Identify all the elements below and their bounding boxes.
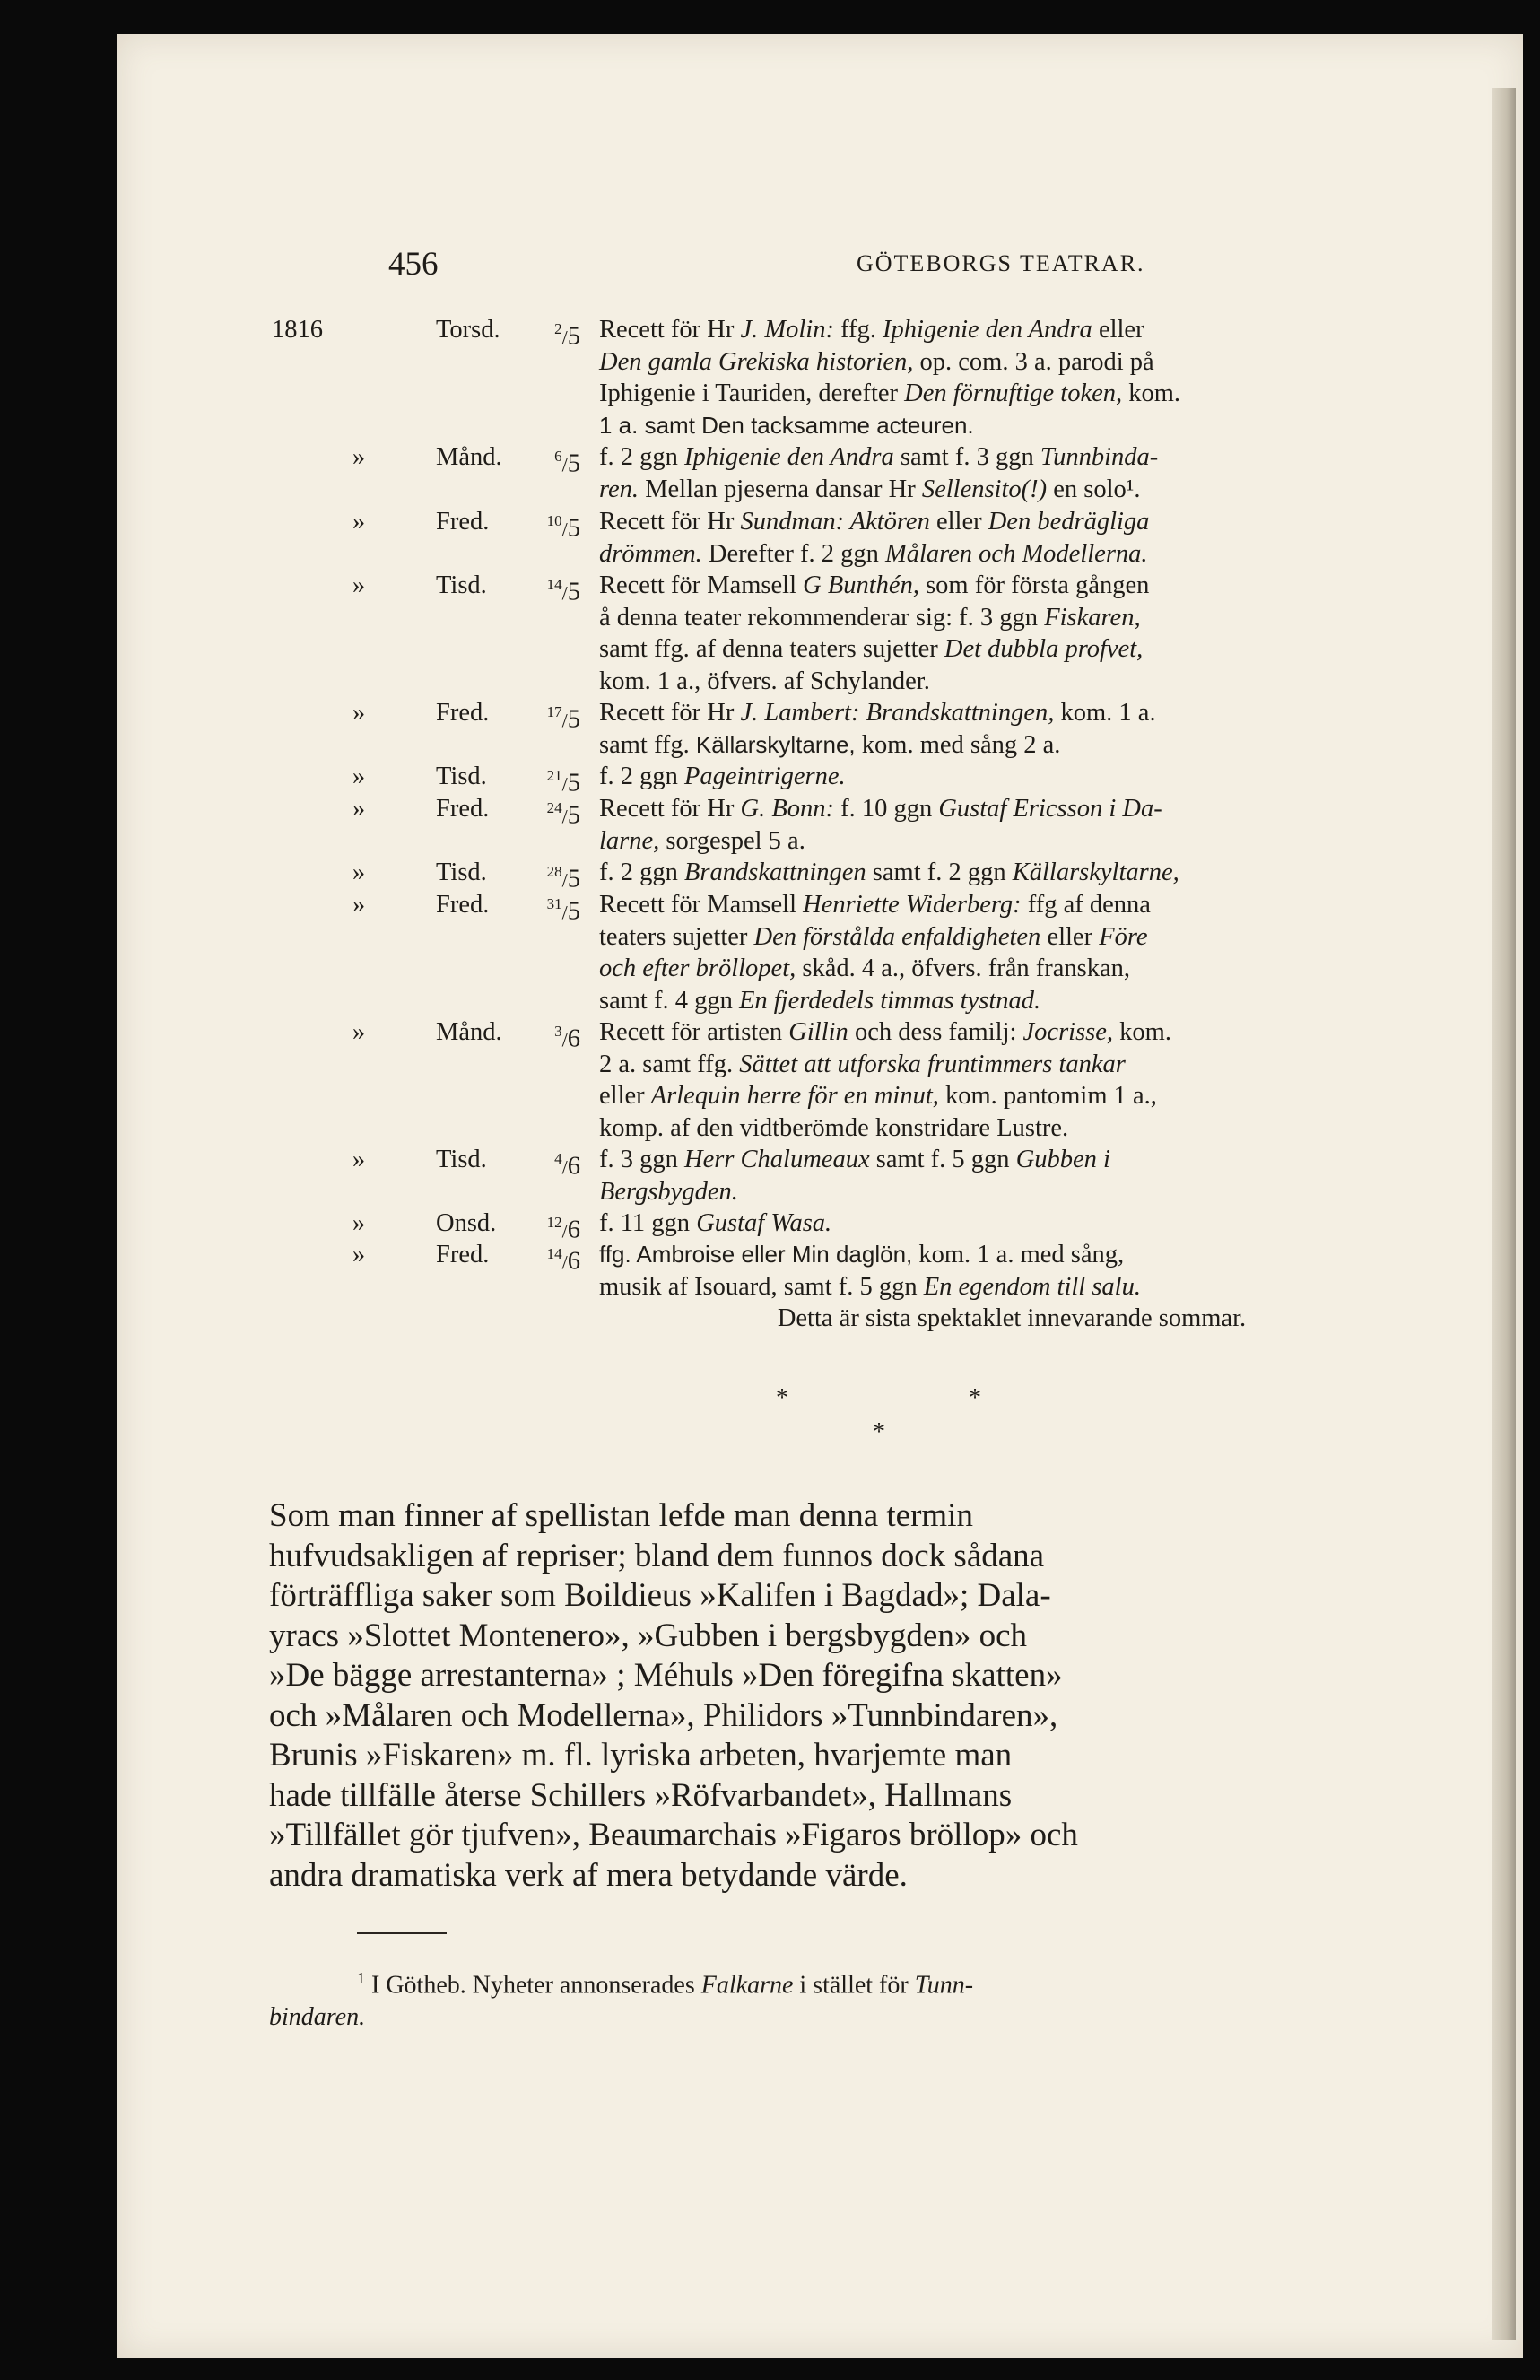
description-text: f. 10 ggn bbox=[833, 795, 939, 823]
entry-weekday: Fred. bbox=[436, 891, 490, 919]
performance-entry bbox=[269, 506, 1426, 570]
play-title: G Bunthén, bbox=[803, 571, 919, 599]
play-title: En egendom till salu. bbox=[923, 1272, 1141, 1301]
date-month: 5 bbox=[567, 865, 580, 894]
entry-weekday: Onsd. bbox=[436, 1209, 497, 1237]
date-month: 5 bbox=[567, 801, 580, 830]
description-text: Mellan pjeserna dansar Hr bbox=[639, 475, 922, 503]
body-line: andra dramatiska verk af mera betydande värde. bbox=[269, 1856, 908, 1894]
description-text: Recett för artisten bbox=[599, 1018, 789, 1046]
date-slash: / bbox=[561, 901, 568, 924]
description-text: f. 3 ggn bbox=[599, 1146, 684, 1173]
ditto-mark: » bbox=[352, 763, 366, 790]
play-title: Sellensito(!) bbox=[921, 475, 1048, 503]
description-text: kom. bbox=[1113, 1018, 1171, 1046]
performance-entry bbox=[269, 857, 1426, 894]
performance-entry bbox=[269, 570, 1426, 697]
play-title: Bergsbygden. bbox=[599, 1177, 738, 1206]
footnote-line bbox=[357, 1962, 1424, 2001]
description-line bbox=[599, 314, 1424, 346]
ditto-mark: » bbox=[352, 1146, 366, 1173]
description-text: op. com. 3 a. parodi på bbox=[913, 347, 1154, 376]
description-line bbox=[599, 538, 1424, 571]
play-title: Gustaf Wasa. bbox=[696, 1209, 832, 1237]
description-text: kom. bbox=[1122, 379, 1181, 407]
entry-weekday: Fred. bbox=[436, 699, 490, 727]
description-text: ffg. bbox=[833, 316, 883, 344]
description-text: Recett för Hr bbox=[599, 508, 741, 536]
date-month: 6 bbox=[567, 1216, 580, 1244]
description-line bbox=[599, 921, 1424, 954]
description-line bbox=[599, 378, 1424, 410]
description-text: kom. pantomim 1 a., bbox=[938, 1082, 1157, 1110]
play-title: G. Bonn: bbox=[740, 795, 834, 823]
description-line bbox=[599, 1112, 1424, 1145]
date-month: 6 bbox=[567, 1024, 580, 1053]
entry-weekday: Tisd. bbox=[436, 1146, 487, 1173]
description-text: samt f. 2 ggn bbox=[866, 859, 1013, 886]
description-line bbox=[599, 1239, 1424, 1271]
description-text: f. 2 ggn bbox=[599, 859, 684, 886]
entry-date bbox=[532, 1144, 580, 1183]
date-slash: / bbox=[561, 868, 568, 892]
page-number: 456 bbox=[388, 246, 439, 283]
performance-entry bbox=[269, 793, 1426, 857]
date-month: 6 bbox=[567, 1152, 580, 1181]
description-text: å denna teater rekommenderar sig: f. 3 ggn bbox=[599, 603, 1045, 632]
separator-star: * bbox=[776, 1384, 788, 1412]
description-text: teaters sujetter bbox=[599, 922, 754, 951]
description-line bbox=[599, 570, 1424, 602]
description-text: f. 11 ggn bbox=[599, 1209, 697, 1237]
play-title: larne, bbox=[599, 826, 660, 855]
date-month: 5 bbox=[567, 705, 580, 734]
description-text: som för första gången bbox=[918, 571, 1150, 599]
description-line bbox=[599, 729, 1424, 762]
ditto-mark: » bbox=[352, 795, 366, 823]
description-line bbox=[599, 1207, 1424, 1240]
play-title: Gubben i bbox=[1015, 1146, 1110, 1173]
description-text: ffg af denna bbox=[1021, 891, 1151, 919]
performance-entry bbox=[269, 441, 1426, 505]
description-line bbox=[599, 825, 1424, 858]
entry-weekday: Tisd. bbox=[436, 859, 487, 886]
entry-weekday: Torsd. bbox=[436, 316, 500, 344]
description-text: eller bbox=[1092, 316, 1144, 344]
description-text: eller bbox=[1040, 922, 1100, 951]
date-month: 5 bbox=[567, 578, 580, 606]
entry-year: 1816 bbox=[272, 316, 323, 344]
running-title: GÖTEBORGS TEATRAR. bbox=[857, 250, 1145, 276]
ditto-mark: » bbox=[352, 699, 366, 727]
performance-entry bbox=[269, 761, 1426, 798]
ditto-mark: » bbox=[352, 443, 366, 471]
description-text: sorgespel 5 a. bbox=[659, 826, 805, 855]
date-slash: / bbox=[561, 581, 568, 605]
ditto-mark: » bbox=[352, 508, 366, 536]
date-day: 14 bbox=[546, 576, 562, 593]
entry-weekday: Fred. bbox=[436, 508, 490, 536]
description-line bbox=[599, 1303, 1424, 1335]
description-text: eller bbox=[599, 1082, 651, 1110]
play-title: Den bedrägliga bbox=[988, 508, 1150, 536]
performance-entry bbox=[269, 1239, 1426, 1335]
ditto-mark: » bbox=[352, 1209, 366, 1237]
performance-entry bbox=[269, 1207, 1426, 1244]
performance-entry bbox=[269, 314, 1426, 441]
description-text: komp. af den vidtberömde konstridare Lustre. bbox=[599, 1113, 1069, 1142]
description-text: f. 2 ggn bbox=[599, 763, 684, 790]
play-title: Iphigenie den Andra bbox=[883, 316, 1092, 344]
play-title: Målaren och Modellerna. bbox=[884, 539, 1148, 568]
entry-date bbox=[532, 570, 580, 609]
entry-description bbox=[599, 1016, 1424, 1144]
description-text: Recett för Mamsell bbox=[599, 571, 804, 599]
play-title: ren. bbox=[599, 475, 639, 503]
body-line: Brunis »Fiskaren» m. fl. lyriska arbeten, hvarjemte man bbox=[269, 1737, 1013, 1774]
description-line bbox=[599, 857, 1424, 889]
date-day: 24 bbox=[546, 799, 562, 816]
description-text: Recett för Hr bbox=[599, 316, 741, 344]
description-text: ffg. Ambroise eller Min daglön, bbox=[599, 1241, 913, 1268]
entry-description bbox=[599, 506, 1424, 570]
description-line bbox=[599, 633, 1424, 666]
play-title: Arlequin herre för en minut, bbox=[650, 1082, 939, 1110]
description-line bbox=[599, 1016, 1424, 1049]
page-edge bbox=[1492, 88, 1516, 2340]
entry-description bbox=[599, 857, 1424, 889]
entry-weekday: Månd. bbox=[436, 1018, 502, 1046]
entry-description bbox=[599, 761, 1424, 793]
entry-date bbox=[532, 314, 580, 353]
play-title: Sättet att utforska fruntimmers tankar bbox=[739, 1050, 1126, 1078]
date-slash: / bbox=[561, 1155, 568, 1179]
date-day: 21 bbox=[546, 767, 562, 784]
description-line bbox=[599, 346, 1424, 379]
play-title: J. Molin: bbox=[740, 316, 834, 344]
description-text: samt ffg. bbox=[599, 730, 696, 759]
date-month: 5 bbox=[567, 514, 580, 543]
date-slash: / bbox=[561, 772, 568, 796]
description-text: musik af Isouard, samt f. 5 ggn bbox=[599, 1272, 924, 1301]
play-title: En fjerdedels timmas tystnad. bbox=[738, 986, 1041, 1015]
date-slash: / bbox=[561, 1028, 568, 1051]
description-line bbox=[599, 793, 1424, 825]
description-text: Derefter f. 2 ggn bbox=[701, 539, 885, 568]
entry-description bbox=[599, 1207, 1424, 1240]
performance-entry bbox=[269, 1016, 1426, 1144]
body-line: och »Målaren och Modellerna», Philidors »Tunnbindaren», bbox=[269, 1696, 1058, 1734]
play-title: Tunnbinda- bbox=[1040, 443, 1159, 471]
body-line: »De bägge arrestanterna» ; Méhuls »Den föregifna skatten» bbox=[269, 1657, 1063, 1694]
date-month: 5 bbox=[567, 322, 580, 351]
description-line bbox=[599, 474, 1424, 506]
description-line bbox=[599, 1049, 1424, 1081]
description-line bbox=[599, 1144, 1424, 1176]
play-title: Pageintrigerne. bbox=[684, 763, 846, 790]
footnote-marker: 1 bbox=[357, 1969, 365, 1987]
entry-weekday: Fred. bbox=[436, 1241, 490, 1268]
body-line: yracs »Slottet Montenero», »Gubben i bergsbygden» och bbox=[269, 1617, 1028, 1654]
body-line: »Tillfället gör tjufven», Beaumarchais »Figaros bröllop» och bbox=[269, 1817, 1078, 1853]
entry-weekday: Fred. bbox=[436, 795, 490, 823]
play-title: Källarskyltarne, bbox=[1012, 859, 1179, 886]
date-day: 14 bbox=[546, 1245, 562, 1262]
footnote-rule bbox=[357, 1932, 447, 1934]
page-header bbox=[269, 245, 1426, 290]
date-day: 28 bbox=[546, 863, 562, 880]
description-line bbox=[599, 889, 1424, 921]
body-line: hade tillfälle återse Schillers »Röfvarbandet», Hallmans bbox=[269, 1776, 1013, 1814]
entry-date bbox=[532, 889, 580, 928]
date-slash: / bbox=[561, 709, 568, 732]
body-paragraph bbox=[269, 1496, 1426, 1896]
description-text: f. 2 ggn bbox=[599, 443, 684, 471]
play-title: Sundman: Aktören bbox=[740, 508, 930, 536]
description-text: kom. 1 a., öfvers. af Schylander. bbox=[599, 667, 930, 695]
date-month: 5 bbox=[567, 449, 580, 478]
description-text: kom. 1 a. med sång, bbox=[912, 1241, 1125, 1268]
section-separator bbox=[269, 1384, 1426, 1447]
description-text: 2 a. samt ffg. bbox=[599, 1050, 740, 1078]
body-line: hufvudsakligen af repriser; bland dem funnos dock sådana bbox=[269, 1537, 1045, 1574]
description-line bbox=[599, 410, 1424, 442]
date-slash: / bbox=[561, 326, 568, 349]
description-line bbox=[599, 697, 1424, 729]
performance-entry bbox=[269, 889, 1426, 1016]
play-title: Jocrisse, bbox=[1022, 1018, 1114, 1046]
date-day: 6 bbox=[554, 448, 562, 465]
description-text: kom. 1 a. bbox=[1054, 699, 1156, 727]
description-text: Recett för Mamsell bbox=[599, 891, 804, 919]
play-title: Fiskaren, bbox=[1044, 603, 1141, 632]
date-slash: / bbox=[561, 1219, 568, 1242]
body-line: förträffliga saker som Boildieus »Kalifen i Bagdad»; Dala- bbox=[269, 1577, 1051, 1614]
ditto-mark: » bbox=[352, 891, 366, 919]
ditto-mark: » bbox=[352, 1241, 366, 1268]
footnote-title: Tunn- bbox=[914, 1971, 974, 2000]
description-line bbox=[599, 985, 1424, 1017]
description-line bbox=[599, 1271, 1424, 1303]
body-line: Som man finner af spellistan lefde man denna termin bbox=[269, 1497, 973, 1534]
entry-description bbox=[599, 889, 1424, 1016]
description-text: Recett för Hr bbox=[599, 699, 741, 727]
footnote-line: bindaren. bbox=[269, 2003, 366, 2032]
footnote-text: i stället för bbox=[793, 1971, 915, 2000]
description-line bbox=[599, 953, 1424, 985]
entry-date bbox=[532, 793, 580, 833]
description-line bbox=[599, 506, 1424, 538]
play-title: J. Lambert: Brandskattningen, bbox=[740, 699, 1055, 727]
entry-description bbox=[599, 697, 1424, 761]
entry-weekday: Tisd. bbox=[436, 763, 487, 790]
entry-date bbox=[532, 506, 580, 545]
play-title: Gustaf Ericsson i Da- bbox=[938, 795, 1162, 823]
entry-date bbox=[532, 697, 580, 737]
play-title: Den förnuftige token, bbox=[904, 379, 1123, 407]
play-title: Före bbox=[1099, 922, 1148, 951]
description-text: en solo¹. bbox=[1047, 475, 1141, 503]
date-slash: / bbox=[561, 805, 568, 828]
entry-weekday: Tisd. bbox=[436, 571, 487, 599]
date-month: 6 bbox=[567, 1247, 580, 1276]
entry-description bbox=[599, 570, 1424, 697]
description-text: Recett för Hr bbox=[599, 795, 741, 823]
description-text: samt f. 4 ggn bbox=[599, 986, 739, 1015]
entry-date bbox=[532, 441, 580, 481]
entry-description bbox=[599, 793, 1424, 857]
date-slash: / bbox=[561, 1251, 568, 1274]
description-text: samt f. 3 ggn bbox=[893, 443, 1040, 471]
footnote-text: I Götheb. Nyheter annonserades bbox=[365, 1971, 701, 2000]
play-title: drömmen. bbox=[599, 539, 702, 568]
date-slash: / bbox=[561, 518, 568, 541]
footnote-title: Falkarne bbox=[700, 1971, 794, 2000]
play-title: Henriette Widerberg: bbox=[803, 891, 1022, 919]
play-title: Den förstålda enfaldigheten bbox=[753, 922, 1041, 951]
entry-description bbox=[599, 1144, 1424, 1207]
play-title: Brandskattningen bbox=[684, 859, 866, 886]
date-month: 5 bbox=[567, 897, 580, 926]
entry-date bbox=[532, 1016, 580, 1056]
entry-weekday: Månd. bbox=[436, 443, 502, 471]
entry-date bbox=[532, 1239, 580, 1278]
description-line bbox=[599, 666, 1424, 698]
description-text: och dess familj: bbox=[848, 1018, 1023, 1046]
description-text: Iphigenie i Tauriden, derefter bbox=[599, 379, 905, 407]
performance-entry bbox=[269, 697, 1426, 761]
play-title: Det dubbla profvet, bbox=[944, 635, 1144, 663]
date-day: 4 bbox=[554, 1150, 562, 1167]
description-text: Källarskyltarne, bbox=[695, 730, 856, 758]
date-day: 31 bbox=[546, 895, 562, 912]
separator-star: * bbox=[969, 1384, 981, 1412]
ditto-mark: » bbox=[352, 1018, 366, 1046]
ditto-mark: » bbox=[352, 859, 366, 886]
separator-star: * bbox=[873, 1418, 885, 1446]
description-text: 1 a. samt Den tacksamme acteuren. bbox=[599, 411, 974, 439]
play-title: Herr Chalumeaux bbox=[684, 1146, 870, 1173]
description-line bbox=[599, 761, 1424, 793]
description-text: kom. med sång 2 a. bbox=[855, 730, 1061, 759]
play-title: Gillin bbox=[788, 1018, 848, 1046]
date-day: 12 bbox=[546, 1214, 562, 1231]
description-text: skåd. 4 a., öfvers. från franskan, bbox=[796, 955, 1130, 982]
date-slash: / bbox=[561, 453, 568, 476]
footnote bbox=[269, 1962, 1424, 2034]
description-line bbox=[599, 602, 1424, 634]
description-line bbox=[599, 1080, 1424, 1112]
date-day: 3 bbox=[554, 1023, 562, 1040]
play-title: och efter bröllopet, bbox=[599, 955, 796, 982]
description-line bbox=[599, 441, 1424, 474]
entry-description bbox=[599, 314, 1424, 441]
date-day: 2 bbox=[554, 320, 562, 337]
description-text: samt ffg. af denna teaters sujetter bbox=[599, 635, 944, 663]
description-line bbox=[599, 1176, 1424, 1208]
entry-description bbox=[599, 441, 1424, 505]
performance-entry bbox=[269, 1144, 1426, 1207]
date-day: 10 bbox=[546, 512, 562, 529]
date-day: 17 bbox=[546, 703, 562, 720]
ditto-mark: » bbox=[352, 571, 366, 599]
description-text: Detta är sista spektaklet innevarande sommar. bbox=[777, 1304, 1247, 1332]
description-text: samt f. 5 ggn bbox=[869, 1146, 1016, 1173]
play-title: Den gamla Grekiska historien, bbox=[599, 347, 914, 376]
date-month: 5 bbox=[567, 769, 580, 798]
play-title: Iphigenie den Andra bbox=[684, 443, 894, 471]
description-text: eller bbox=[929, 508, 988, 536]
entry-description bbox=[599, 1239, 1424, 1335]
